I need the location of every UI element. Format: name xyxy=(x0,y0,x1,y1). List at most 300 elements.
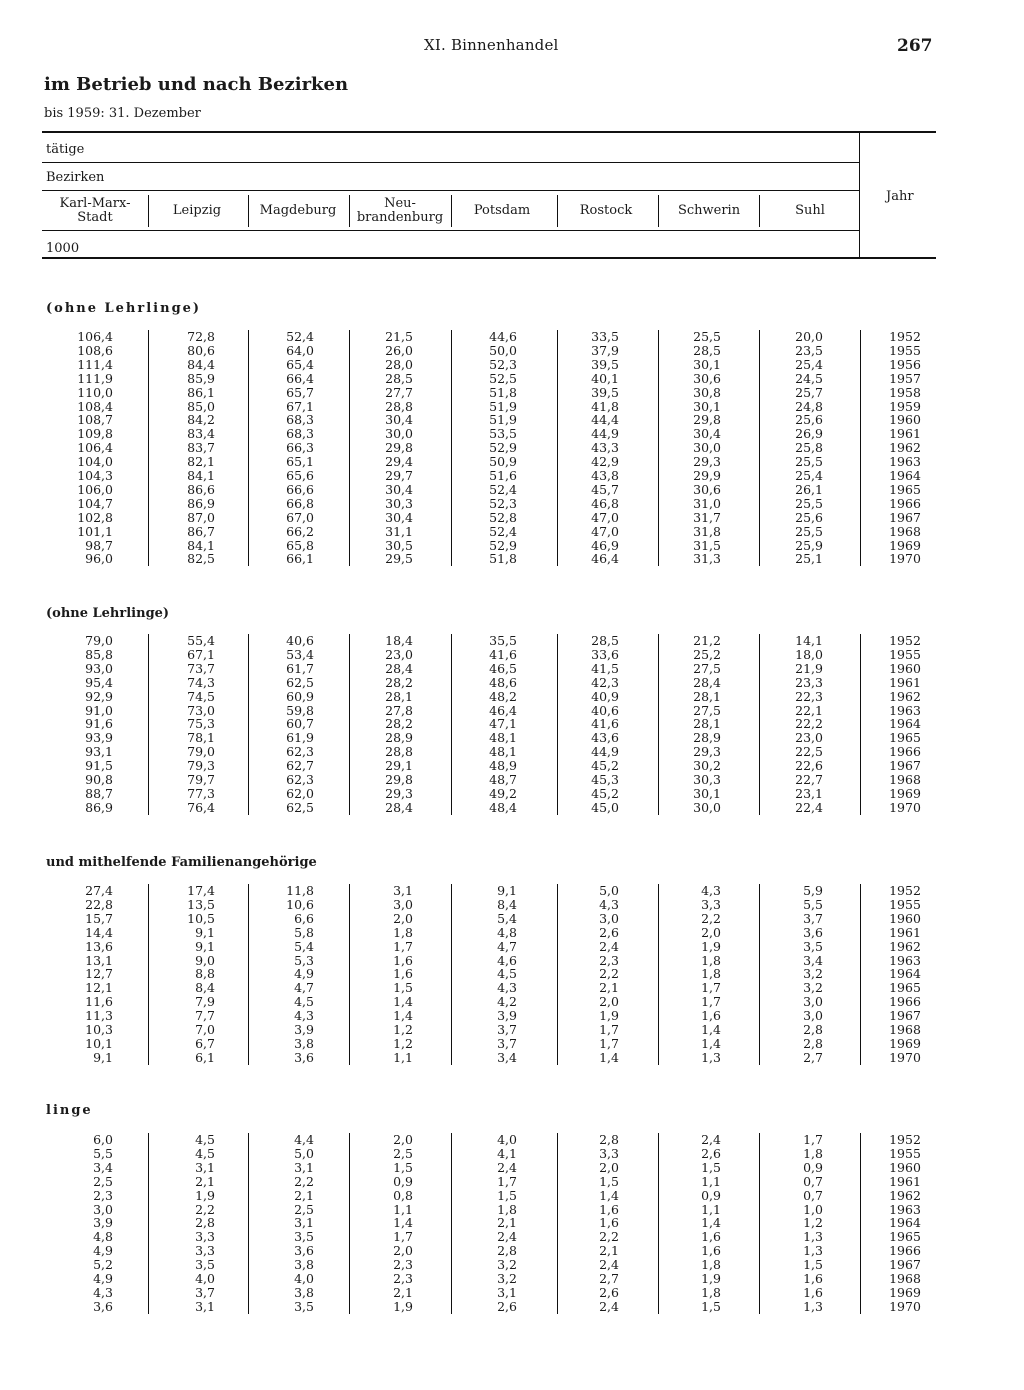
table-cell: 3,1 xyxy=(497,1284,517,1300)
table-cell: 3,2 xyxy=(803,980,823,996)
table-cell: 1,5 xyxy=(497,1187,517,1203)
table-cell: 51,9 xyxy=(489,398,517,414)
table-cell: 30,2 xyxy=(693,758,721,774)
table-cell: 82,1 xyxy=(187,454,215,470)
table-cell: 74,5 xyxy=(187,688,215,704)
table-cell: 22,5 xyxy=(795,744,823,760)
table-cell: 67,1 xyxy=(286,398,314,414)
table-cell: 13,5 xyxy=(187,896,215,912)
chapter-title: XI. Binnenhandel xyxy=(424,36,559,54)
table-cell: 51,8 xyxy=(489,384,517,400)
table-cell: 93,1 xyxy=(85,744,113,760)
table-cell: 30,8 xyxy=(693,384,721,400)
table-cell: 84,4 xyxy=(187,356,215,372)
table-cell: 14,1 xyxy=(795,633,823,648)
table-cell: 85,9 xyxy=(187,370,215,386)
column-separator xyxy=(658,1133,659,1314)
table-cell: 28,9 xyxy=(385,730,413,746)
table-cell: 2,8 xyxy=(497,1243,517,1259)
table-cell: 66,1 xyxy=(286,551,314,567)
table-cell: 90,8 xyxy=(85,772,113,787)
table-cell: 64,0 xyxy=(286,342,314,358)
table-cell: 1,7 xyxy=(701,980,721,996)
table-cell: 55,4 xyxy=(187,633,215,648)
header-rule-3 xyxy=(42,230,859,231)
column-separator xyxy=(557,884,558,1065)
table-cell: 84,1 xyxy=(187,537,215,553)
table-cell: 4,9 xyxy=(93,1243,113,1259)
table-cell: 48,6 xyxy=(489,674,517,690)
table-cell: 51,6 xyxy=(489,468,517,483)
table-cell: 78,1 xyxy=(187,730,215,746)
year-cell: 1970 xyxy=(889,1298,921,1314)
table-cell: 2,6 xyxy=(599,924,619,940)
table-cell: 53,4 xyxy=(286,646,314,662)
table-cell: 72,8 xyxy=(187,329,215,344)
table-cell: 3,1 xyxy=(195,1298,215,1314)
year-cell: 1966 xyxy=(889,1243,921,1259)
page-number: 267 xyxy=(897,36,933,56)
table-cell: 48,1 xyxy=(489,730,517,746)
column-separator xyxy=(148,330,149,566)
table-cell: 1,4 xyxy=(393,994,413,1010)
table-cell: 4,8 xyxy=(497,924,517,940)
table-cell: 84,2 xyxy=(187,412,215,428)
table-cell: 8,4 xyxy=(497,896,517,912)
table-cell: 1,7 xyxy=(803,1132,823,1147)
table-cell: 23,0 xyxy=(385,646,413,662)
table-cell: 86,7 xyxy=(187,523,215,539)
table-cell: 2,4 xyxy=(701,1132,721,1147)
table-cell: 0,7 xyxy=(803,1187,823,1203)
table-cell: 104,0 xyxy=(77,454,113,470)
table-cell: 1,9 xyxy=(701,1271,721,1286)
table-cell: 1,1 xyxy=(393,1049,413,1065)
table-cell: 41,8 xyxy=(591,398,619,414)
year-cell: 1969 xyxy=(889,1035,921,1051)
year-cell: 1964 xyxy=(889,966,921,982)
table-cell: 21,5 xyxy=(385,329,413,344)
table-cell: 25,5 xyxy=(693,329,721,344)
table-cell: 2,3 xyxy=(93,1187,113,1203)
year-cell: 1966 xyxy=(889,495,921,511)
table-cell: 1,4 xyxy=(701,1215,721,1231)
table-cell: 108,6 xyxy=(77,342,113,358)
table-cell: 44,4 xyxy=(591,412,619,428)
table-cell: 62,5 xyxy=(286,799,314,815)
year-cell: 1968 xyxy=(889,1271,921,1286)
table-cell: 31,5 xyxy=(693,537,721,553)
table-cell: 2,2 xyxy=(294,1173,314,1189)
table-cell: 67,1 xyxy=(187,646,215,662)
table-cell: 28,9 xyxy=(693,730,721,746)
table-cell: 3,2 xyxy=(803,966,823,982)
table-cell: 2,7 xyxy=(599,1271,619,1286)
table-cell: 9,0 xyxy=(195,952,215,968)
year-cell: 1952 xyxy=(889,329,921,344)
table-cell: 30,5 xyxy=(385,537,413,553)
table-cell: 25,5 xyxy=(795,454,823,470)
table-cell: 52,9 xyxy=(489,440,517,456)
table-cell: 22,4 xyxy=(795,799,823,815)
table-cell: 4,5 xyxy=(497,966,517,982)
year-cell: 1964 xyxy=(889,468,921,483)
table-cell: 25,4 xyxy=(795,468,823,483)
table-cell: 1,6 xyxy=(393,966,413,982)
table-cell: 98,7 xyxy=(85,537,113,553)
table-cell: 3,0 xyxy=(599,910,619,926)
table-cell: 44,6 xyxy=(489,329,517,344)
table-cell: 22,1 xyxy=(795,702,823,718)
table-cell: 48,9 xyxy=(489,758,517,774)
table-cell: 13,1 xyxy=(85,952,113,968)
table-cell: 1,5 xyxy=(393,980,413,996)
table-cell: 49,2 xyxy=(489,785,517,801)
table-cell: 28,8 xyxy=(385,398,413,414)
table-cell: 5,2 xyxy=(93,1257,113,1273)
table-cell: 2,8 xyxy=(803,1035,823,1051)
table-cell: 7,7 xyxy=(195,1008,215,1024)
table-cell: 68,3 xyxy=(286,426,314,442)
year-cell: 1968 xyxy=(889,523,921,539)
table-cell: 23,0 xyxy=(795,730,823,746)
header-row-districts: Bezirken xyxy=(46,170,105,185)
table-cell: 25,1 xyxy=(795,551,823,567)
column-separator xyxy=(248,1133,249,1314)
table-cell: 3,7 xyxy=(497,1035,517,1051)
table-cell: 2,0 xyxy=(701,924,721,940)
table-cell: 79,3 xyxy=(187,758,215,774)
year-cell: 1958 xyxy=(889,384,921,400)
table-cell: 25,7 xyxy=(795,384,823,400)
year-cell: 1969 xyxy=(889,1284,921,1300)
year-cell: 1963 xyxy=(889,952,921,968)
table-cell: 0,8 xyxy=(393,1187,413,1203)
year-cell: 1970 xyxy=(889,1049,921,1065)
table-cell: 91,6 xyxy=(85,716,113,732)
table-cell: 2,6 xyxy=(497,1298,517,1314)
table-cell: 1,5 xyxy=(393,1159,413,1175)
table-cell: 46,8 xyxy=(591,495,619,511)
table-cell: 28,4 xyxy=(385,660,413,676)
table-cell: 29,8 xyxy=(385,440,413,456)
table-cell: 1,5 xyxy=(803,1257,823,1273)
table-cell: 66,4 xyxy=(286,370,314,386)
table-cell: 26,9 xyxy=(795,426,823,442)
year-cell: 1962 xyxy=(889,1187,921,1203)
district-heading xyxy=(45,197,145,225)
table-cell: 85,8 xyxy=(85,646,113,662)
table-cell: 45,3 xyxy=(591,772,619,787)
table-cell: 4,3 xyxy=(599,896,619,912)
table-cell: 52,3 xyxy=(489,495,517,511)
year-cell: 1964 xyxy=(889,1215,921,1231)
table-cell: 46,9 xyxy=(591,537,619,553)
table-cell: 46,4 xyxy=(591,551,619,567)
district-heading xyxy=(248,204,348,218)
table-cell: 2,0 xyxy=(599,1159,619,1175)
table-cell: 2,0 xyxy=(393,1132,413,1147)
column-separator xyxy=(759,884,760,1065)
table-cell: 3,3 xyxy=(701,896,721,912)
table-cell: 86,9 xyxy=(85,799,113,815)
table-cell: 27,4 xyxy=(85,883,113,898)
table-cell: 13,6 xyxy=(85,938,113,954)
year-separator xyxy=(860,330,861,566)
table-cell: 35,5 xyxy=(489,633,517,648)
table-cell: 1,8 xyxy=(701,966,721,982)
header-bottom-rule xyxy=(42,257,936,259)
table-cell: 1,3 xyxy=(701,1049,721,1065)
district-heading-line: Schwerin xyxy=(677,203,741,218)
table-cell: 2,1 xyxy=(294,1187,314,1203)
table-cell: 47,0 xyxy=(591,523,619,539)
table-cell: 6,1 xyxy=(195,1049,215,1065)
year-cell: 1964 xyxy=(889,716,921,732)
year-cell: 1970 xyxy=(889,551,921,567)
table-cell: 33,6 xyxy=(591,646,619,662)
district-heading-line: Stadt xyxy=(77,210,113,225)
year-separator xyxy=(860,634,861,815)
table-cell: 28,1 xyxy=(385,688,413,704)
table-cell: 45,0 xyxy=(591,799,619,815)
table-cell: 23,3 xyxy=(795,674,823,690)
table-cell: 4,3 xyxy=(93,1284,113,1300)
table-cell: 3,6 xyxy=(294,1243,314,1259)
column-separator xyxy=(658,330,659,566)
column-separator xyxy=(451,330,452,566)
table-cell: 44,9 xyxy=(591,426,619,442)
table-cell: 1,8 xyxy=(803,1145,823,1161)
table-cell: 2,2 xyxy=(599,1229,619,1245)
table-cell: 1,1 xyxy=(393,1201,413,1217)
table-cell: 30,4 xyxy=(385,481,413,497)
table-cell: 2,4 xyxy=(497,1159,517,1175)
table-cell: 28,4 xyxy=(385,799,413,815)
table-cell: 73,7 xyxy=(187,660,215,676)
year-cell: 1955 xyxy=(889,342,921,358)
column-separator xyxy=(349,330,350,566)
table-cell: 92,9 xyxy=(85,688,113,704)
table-cell: 87,0 xyxy=(187,509,215,525)
table-cell: 6,7 xyxy=(195,1035,215,1051)
header-unit-label: 1000 xyxy=(46,241,80,256)
table-cell: 108,4 xyxy=(77,398,113,414)
table-cell: 60,7 xyxy=(286,716,314,732)
year-cell: 1969 xyxy=(889,537,921,553)
table-cell: 48,2 xyxy=(489,688,517,704)
district-heading-line: Potsdam xyxy=(473,203,531,218)
table-cell: 1,1 xyxy=(701,1201,721,1217)
table-cell: 1,7 xyxy=(393,938,413,954)
year-cell: 1955 xyxy=(889,646,921,662)
table-cell: 46,4 xyxy=(489,702,517,718)
table-cell: 3,8 xyxy=(294,1257,314,1273)
table-cell: 62,0 xyxy=(286,785,314,801)
table-cell: 30,1 xyxy=(693,785,721,801)
table-cell: 3,1 xyxy=(195,1159,215,1175)
year-column-heading: Jahr xyxy=(886,189,914,204)
table-cell: 3,5 xyxy=(195,1257,215,1273)
table-cell: 102,8 xyxy=(77,509,113,525)
table-cell: 2,4 xyxy=(599,1298,619,1314)
column-separator xyxy=(248,634,249,815)
column-separator xyxy=(148,884,149,1065)
table-cell: 31,0 xyxy=(693,495,721,511)
table-cell: 28,2 xyxy=(385,674,413,690)
column-separator xyxy=(759,330,760,566)
table-cell: 2,6 xyxy=(599,1284,619,1300)
table-cell: 4,0 xyxy=(294,1271,314,1286)
section-title: linge xyxy=(46,1103,93,1118)
table-cell: 31,3 xyxy=(693,551,721,567)
year-cell: 1967 xyxy=(889,1257,921,1273)
table-cell: 28,2 xyxy=(385,716,413,732)
table-cell: 67,0 xyxy=(286,509,314,525)
table-cell: 29,9 xyxy=(693,468,721,483)
table-cell: 40,1 xyxy=(591,370,619,386)
table-cell: 4,4 xyxy=(294,1132,314,1147)
table-cell: 2,1 xyxy=(599,1243,619,1259)
table-cell: 51,8 xyxy=(489,551,517,567)
table-cell: 25,2 xyxy=(693,646,721,662)
heading-separator xyxy=(658,195,659,227)
table-cell: 43,6 xyxy=(591,730,619,746)
page-subtitle: bis 1959: 31. Dezember xyxy=(44,106,201,121)
table-cell: 12,1 xyxy=(85,980,113,996)
table-cell: 3,2 xyxy=(497,1271,517,1286)
table-cell: 66,2 xyxy=(286,523,314,539)
table-cell: 2,3 xyxy=(393,1257,413,1273)
table-cell: 25,5 xyxy=(795,523,823,539)
table-cell: 66,8 xyxy=(286,495,314,511)
table-cell: 8,4 xyxy=(195,980,215,996)
district-heading-line: Suhl xyxy=(795,203,825,218)
year-cell: 1962 xyxy=(889,440,921,456)
table-cell: 23,5 xyxy=(795,342,823,358)
year-cell: 1965 xyxy=(889,980,921,996)
table-cell: 22,2 xyxy=(795,716,823,732)
year-cell: 1966 xyxy=(889,744,921,760)
table-cell: 60,9 xyxy=(286,688,314,704)
column-separator xyxy=(148,1133,149,1314)
table-cell: 85,0 xyxy=(187,398,215,414)
section-title: (ohne Lehrlinge) xyxy=(46,606,170,621)
table-cell: 2,2 xyxy=(701,910,721,926)
table-cell: 25,6 xyxy=(795,509,823,525)
table-cell: 4,6 xyxy=(497,952,517,968)
table-cell: 5,9 xyxy=(803,883,823,898)
year-cell: 1960 xyxy=(889,660,921,676)
table-cell: 31,1 xyxy=(385,523,413,539)
table-cell: 79,0 xyxy=(85,633,113,648)
table-cell: 111,9 xyxy=(77,370,113,386)
table-cell: 30,4 xyxy=(385,509,413,525)
table-cell: 3,6 xyxy=(294,1049,314,1065)
table-cell: 3,3 xyxy=(195,1229,215,1245)
table-cell: 66,3 xyxy=(286,440,314,456)
table-cell: 30,0 xyxy=(385,426,413,442)
table-cell: 11,3 xyxy=(85,1008,113,1024)
table-cell: 24,5 xyxy=(795,370,823,386)
table-cell: 79,0 xyxy=(187,744,215,760)
table-cell: 1,8 xyxy=(497,1201,517,1217)
table-cell: 1,5 xyxy=(599,1173,619,1189)
year-cell: 1961 xyxy=(889,1173,921,1189)
table-cell: 22,6 xyxy=(795,758,823,774)
table-cell: 1,8 xyxy=(701,1284,721,1300)
table-cell: 28,8 xyxy=(385,744,413,760)
table-cell: 74,3 xyxy=(187,674,215,690)
table-cell: 3,3 xyxy=(599,1145,619,1161)
table-cell: 4,5 xyxy=(195,1145,215,1161)
table-cell: 3,9 xyxy=(497,1008,517,1024)
table-cell: 10,6 xyxy=(286,896,314,912)
table-cell: 28,1 xyxy=(693,716,721,732)
table-cell: 9,1 xyxy=(497,883,517,898)
year-cell: 1967 xyxy=(889,1008,921,1024)
table-cell: 29,8 xyxy=(385,772,413,787)
table-cell: 15,7 xyxy=(85,910,113,926)
table-cell: 29,4 xyxy=(385,454,413,470)
table-cell: 27,5 xyxy=(693,660,721,676)
table-cell: 0,9 xyxy=(701,1187,721,1203)
year-cell: 1963 xyxy=(889,702,921,718)
year-cell: 1965 xyxy=(889,1229,921,1245)
table-cell: 30,3 xyxy=(385,495,413,511)
header-top-rule xyxy=(42,131,936,133)
table-cell: 10,3 xyxy=(85,1022,113,1037)
column-separator xyxy=(658,634,659,815)
table-cell: 9,1 xyxy=(195,924,215,940)
table-cell: 27,8 xyxy=(385,702,413,718)
table-cell: 3,7 xyxy=(195,1284,215,1300)
table-cell: 5,0 xyxy=(294,1145,314,1161)
table-cell: 28,4 xyxy=(693,674,721,690)
table-cell: 48,4 xyxy=(489,799,517,815)
table-cell: 29,3 xyxy=(385,785,413,801)
year-separator xyxy=(860,1133,861,1314)
table-cell: 42,3 xyxy=(591,674,619,690)
table-cell: 12,7 xyxy=(85,966,113,982)
table-cell: 52,3 xyxy=(489,356,517,372)
table-cell: 1,4 xyxy=(599,1187,619,1203)
table-cell: 3,8 xyxy=(294,1035,314,1051)
table-cell: 1,3 xyxy=(803,1298,823,1314)
table-cell: 8,8 xyxy=(195,966,215,982)
table-cell: 2,0 xyxy=(599,994,619,1010)
table-cell: 1,7 xyxy=(393,1229,413,1245)
table-cell: 1,9 xyxy=(393,1298,413,1314)
header-row-employed: tätige xyxy=(46,142,85,157)
table-cell: 6,6 xyxy=(294,910,314,926)
table-cell: 1,7 xyxy=(701,994,721,1010)
table-cell: 3,2 xyxy=(497,1257,517,1273)
table-cell: 22,8 xyxy=(85,896,113,912)
year-cell: 1952 xyxy=(889,1132,921,1147)
table-cell: 65,6 xyxy=(286,468,314,483)
table-cell: 2,0 xyxy=(393,910,413,926)
table-cell: 27,7 xyxy=(385,384,413,400)
table-cell: 0,9 xyxy=(393,1173,413,1189)
year-cell: 1967 xyxy=(889,758,921,774)
table-cell: 5,4 xyxy=(497,910,517,926)
table-cell: 0,7 xyxy=(803,1173,823,1189)
year-cell: 1965 xyxy=(889,730,921,746)
table-cell: 4,2 xyxy=(497,994,517,1010)
table-cell: 29,7 xyxy=(385,468,413,483)
table-cell: 61,7 xyxy=(286,660,314,676)
